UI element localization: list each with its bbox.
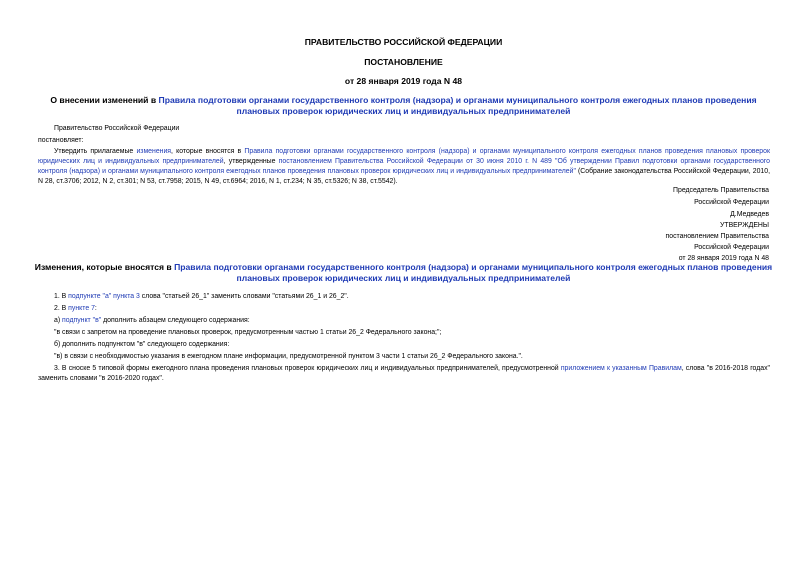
decree-paragraph [38, 147, 770, 187]
approved-by: постановлением Правительства [665, 233, 769, 240]
signature-position: Председатель Правительства [673, 187, 769, 194]
item-2b: б) дополнить подпунктом "в" следующего содержания: [54, 341, 230, 348]
item-1 [54, 292, 349, 302]
item-2a-text-a: а) [54, 317, 63, 324]
item-2a-quote: "в связи с запретом на проведение плановых проверок, предусмотренным частью 1 статьи 26_2 Федерального закона;"; [54, 329, 442, 336]
decree-text-1: Утвердить прилагаемые [54, 148, 137, 155]
decree-text-2: , которые вносятся в [171, 148, 245, 155]
government-heading: ПРАВИТЕЛЬСТВО РОССИЙСКОЙ ФЕДЕРАЦИИ [304, 37, 503, 47]
title-rules-link[interactable]: Правила подготовки органами государственного контроля (надзора) и органами муниципального контроля ежегодных планов проведения плановых проверок юридических лиц и индивидуальных предпринимателей [158, 95, 757, 116]
item-2a-link[interactable]: подпункт "в" [62, 317, 102, 324]
document-date-number: от 28 января 2019 года N 48 [344, 76, 463, 86]
item-2-link[interactable]: пункте 7 [68, 305, 95, 312]
item-2-text-b: : [94, 305, 97, 312]
item-3-link[interactable]: приложением к указанным Правилам [560, 365, 682, 372]
item-3-text-a: 3. В сноске 5 типовой формы ежегодного плана проведения плановых проверок юридических лиц и индивидуальных предпринимателей, предусмотренной [54, 365, 561, 372]
intro-government: Правительство Российской Федерации [54, 125, 180, 132]
changes-heading-prefix: Изменения, которые вносятся в [34, 262, 175, 272]
item-1-text-b: слова "статьей 26_1" заменить словами "статьями 26_1 и 26_2". [139, 293, 349, 300]
title-prefix: О внесении изменений в [50, 95, 159, 105]
item-3 [38, 364, 770, 384]
changes-heading [30, 262, 777, 284]
resolution-489-link[interactable]: постановлением Правительства Российской Федерации от 30 июня 2010 г. N 489 "Об утверждении Правил подготовки органами государственного контроля (надзора) и органами муниципального контроля ежегодных планов проведения плановых проверок юридических лиц и индивидуальных предпринимателей" [38, 158, 771, 175]
rules-link[interactable]: Правила подготовки органами государственного контроля (надзора) и органами муниципального контроля ежегодных планов проведения плановых проверок юридических лиц и индивидуальных предпринимателей [38, 148, 770, 165]
signature-name: Д.Медведев [730, 211, 769, 218]
changes-heading-rules-link[interactable]: Правила подготовки органами государственного контроля (надзора) и органами муниципального контроля ежегодных планов проведения плановых проверок юридических лиц и индивидуальных предпринимателей [174, 262, 773, 283]
changes-link[interactable]: изменения [136, 148, 172, 155]
item-2-text-a: 2. В [54, 305, 69, 312]
approved-date: от 28 января 2019 года N 48 [678, 255, 769, 262]
item-3-text-b: , слова "в 2016-2018 годах" заменить словами "в 2016-2020 годах". [38, 365, 770, 382]
decree-text-4: (Собрание законодательства Российской Федерации, 2010, N 28, ст.3706; 2012, N 2, ст.301; N 53, ст.7958; 2015, N 49, ст.6964; 2016, N 1, ст.234; N 35, ст.5326; N 38, ст.5542). [38, 168, 770, 185]
approved-label: УТВЕРЖДЕНЫ [720, 222, 769, 229]
item-1-link[interactable]: подпункте "а" пункта 3 [68, 293, 140, 300]
decree-text-3: , утвержденные [223, 158, 279, 165]
intro-decrees: постановляет: [38, 137, 84, 144]
item-2a [54, 316, 250, 326]
document-title [30, 95, 777, 117]
approved-country: Российской Федерации [694, 244, 769, 251]
signature-country: Российской Федерации [694, 199, 769, 206]
document-type: ПОСТАНОВЛЕНИЕ [364, 57, 443, 67]
item-2 [54, 304, 97, 314]
item-1-text-a: 1. В [54, 293, 69, 300]
item-2a-text-b: дополнить абзацем следующего содержания: [101, 317, 250, 324]
item-2b-quote: "в) в связи с необходимостью указания в ежегодном плане информации, предусмотренной пунктом 3 части 1 статьи 26_2 Федерального закона.". [54, 353, 523, 360]
